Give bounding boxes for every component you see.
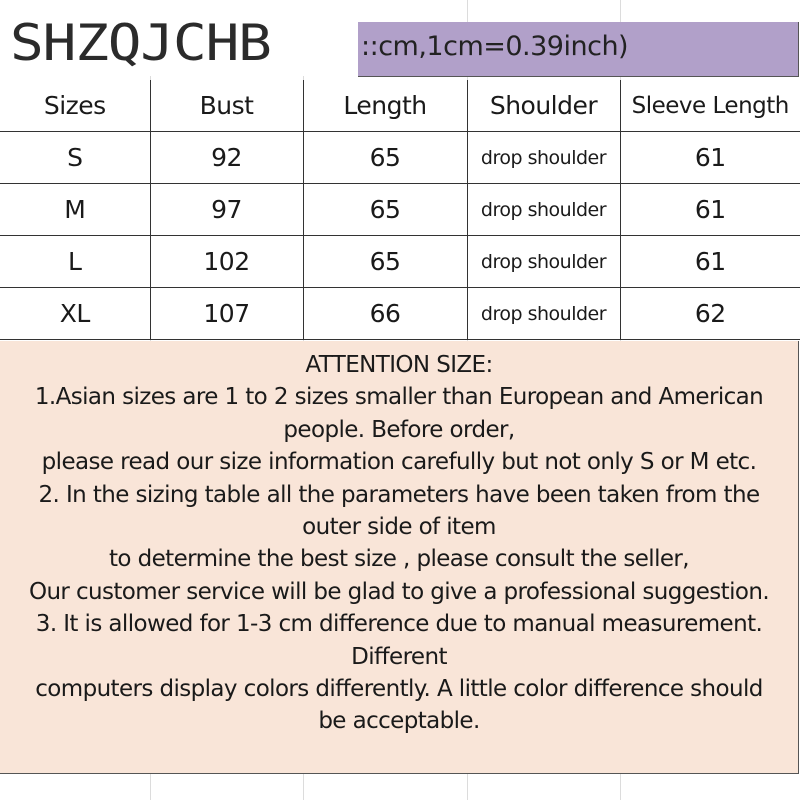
- cell: L: [0, 236, 150, 288]
- cell: 61: [620, 236, 800, 288]
- cell: 62: [620, 288, 800, 340]
- cell: drop shoulder: [467, 288, 620, 340]
- brand-text: SHZQJCHB: [10, 14, 271, 72]
- cell: 97: [150, 184, 303, 236]
- header-cell: Length: [303, 80, 467, 132]
- cell: 61: [620, 132, 800, 184]
- notice-line: Our customer service will be glad to give a professional suggestion.: [28, 578, 770, 605]
- notice-title: ATTENTION SIZE:: [305, 352, 493, 378]
- notice-line: to determine the best size , please consult the seller,: [109, 546, 689, 573]
- header-cell: Shoulder: [467, 80, 620, 132]
- cell: XL: [0, 288, 150, 340]
- cell: M: [0, 184, 150, 236]
- notice-line: 2. In the sizing table all the parameters have been taken from the: [38, 481, 760, 508]
- cell: 66: [303, 288, 467, 340]
- unit-note: ::cm,1cm=0.39inch): [361, 31, 629, 62]
- cell: drop shoulder: [467, 236, 620, 288]
- cell: S: [0, 132, 150, 184]
- notice-line: 1.Asian sizes are 1 to 2 sizes smaller than European and American: [34, 384, 764, 411]
- attention-notice: [0, 341, 799, 774]
- size-table: [0, 80, 800, 340]
- notice-line: please read our size information carefully but not only S or M etc.: [41, 449, 757, 476]
- cell: 102: [150, 236, 303, 288]
- unit-band: [358, 22, 799, 77]
- table-row: [0, 236, 800, 288]
- notice-line: be acceptable.: [318, 708, 480, 735]
- header-cell: Sizes: [0, 80, 150, 132]
- cell: 61: [620, 184, 800, 236]
- cell: 65: [303, 236, 467, 288]
- table-row: [0, 184, 800, 236]
- table-row: [0, 288, 800, 340]
- brand-logo: [0, 0, 358, 76]
- cell: 107: [150, 288, 303, 340]
- cell: 65: [303, 184, 467, 236]
- notice-line: Different: [351, 643, 447, 670]
- cell: 92: [150, 132, 303, 184]
- notice-line: computers display colors differently. A little color difference should: [35, 676, 763, 703]
- cell: drop shoulder: [467, 184, 620, 236]
- notice-line: outer side of item: [302, 514, 496, 541]
- header-cell: Bust: [150, 80, 303, 132]
- header-cell: Sleeve Length: [620, 80, 800, 132]
- cell: 65: [303, 132, 467, 184]
- cell: drop shoulder: [467, 132, 620, 184]
- table-row: [0, 132, 800, 184]
- notice-line: 3. It is allowed for 1-3 cm difference due to manual measurement.: [35, 611, 763, 638]
- notice-line: people. Before order,: [283, 416, 515, 443]
- table-header-row: [0, 80, 800, 132]
